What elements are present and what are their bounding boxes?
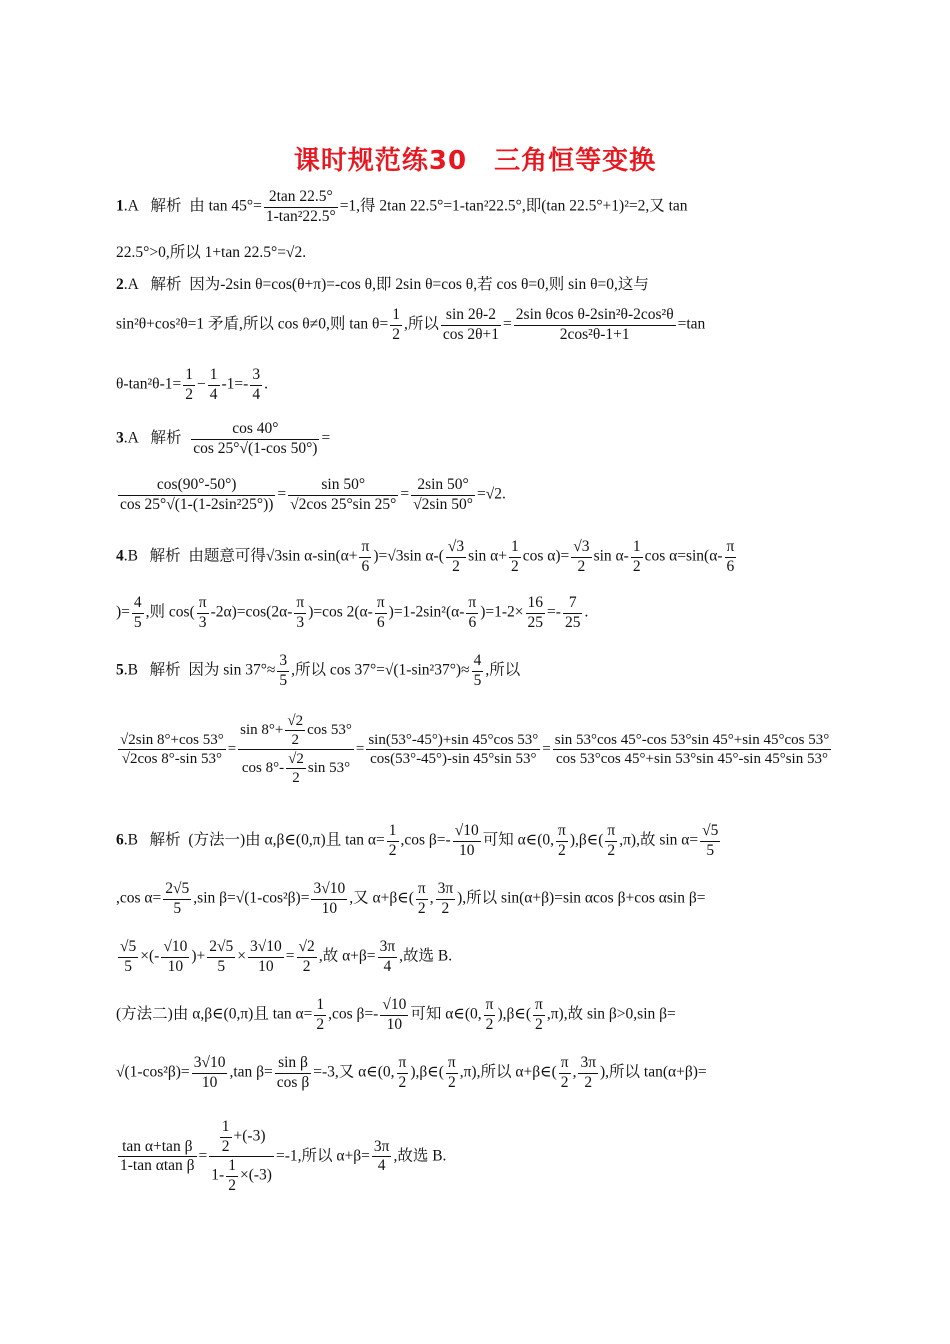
- q6-line1: 6.B 解析 (方法一)由 α,β∈(0,π)且 tan α= $\frac{1}{2}$ ,cos β=- $\frac{√10}{10}$ 可知 α∈(0, $\frac{\pi}{2}$ ),β∈( $\frac{\pi}{2}$ ,π),故 sin α= $\frac{√5}{5}$: [116, 822, 719, 859]
- q3-line1: 3.A 解析 $\frac{\cos 40^\circ}{\cos 25^\circ√(1-\cos 50^\circ)}$ =: [116, 420, 331, 457]
- q6-line2: ,cos α= $\frac{2√5}{5}$ ,sin β=√(1-cos²β)= $\frac{3√10}{10}$ ,又 α+β∈( $\frac{\pi}{2}$ , $\frac{3\pi}{2}$ ),所以 sin(α+β)=sin αcos β+cos αsin β=: [116, 880, 706, 917]
- q1-line2: 22.5°>0,所以 1+tan 22.5°=√2.: [116, 244, 307, 261]
- q2-line1: 2.A 解析 因为-2sin θ=cos(θ+π)=-cos θ,即 2sin θ=cos θ,若 cos θ=0,则 sin θ=0,这与: [116, 276, 649, 293]
- q1-fraction: $\frac{2\tan 22.5^\circ}{\text{1-tan²22.5°}}$: [265, 188, 336, 225]
- q1-answer: .A: [123, 197, 139, 215]
- q6-line6: $\frac{\text{tan α+tan β}}{\text{1-tan αtan β}}$ = $\frac{1}{2}$ +(-3) 1- $\frac{1}{2}$ ×(-3) =-1,所以 α+β= $\frac{3\pi}{4}$ ,故选 B.: [120, 1118, 447, 1194]
- q5-line1: 5.B 解析 因为 sin 37°≈ $\frac{3}{5}$ ,所以 cos 37°=√(1-sin²37°)≈ $\frac{4}{5}$ ,所以: [116, 652, 521, 689]
- q4-line1: 4.B 解析 由题意可得√3sin α-sin(α+ $\frac{\pi}{6}$ )=√3sin α-( $\frac{√3}{2}$ sin α+ $\frac{1}{2}$ cos α)= $\frac{√3}{2}$ sin α- $\frac{1}{2}$ cos α=sin(α- $\frac{\pi}{6}$: [116, 538, 735, 575]
- q3-line2: $\frac{\cos(90^\circ-50^\circ)}{\text{cos 25°√(1-(1-2sin²25°))}}$ = $\frac{\sin 50^\circ}{√2\cos 25^\circ\sin 25^\circ}$ = $\frac{2\sin 50^\circ}{√2\sin 50^\circ}$ =√2.: [120, 476, 506, 513]
- q1-text-b: =1,得 2tan 22.5°=1-tan²22.5°,即(tan 22.5°+1)²=2,又 tan: [339, 197, 688, 215]
- q2-line2: sin²θ+cos²θ=1 矛盾,所以 cos θ≠0,则 tan θ= $\frac{1}{2}$ ,所以 $\frac{\sin 2\theta-2}{\cos 2\theta+1}$ = $\frac{\text{2sin θcos θ-2sin²θ-2cos²θ}}{\text{2cos²θ-1+1}}$ =tan: [116, 306, 706, 343]
- q4-number: 4: [116, 547, 124, 565]
- q6-number: 6: [116, 831, 124, 849]
- q6-line3: $\frac{√5}{5}$ ×(- $\frac{√10}{10}$ )+ $\frac{2√5}{5}$ × $\frac{3√10}{10}$ = $\frac{√2}{2}$ ,故 α+β= $\frac{3\pi}{4}$ ,故选 B.: [120, 938, 453, 975]
- q6-line5: √(1-cos²β)= $\frac{3√10}{10}$ ,tan β= $\frac{\text{sin β}}{\text{cos β}}$ =-3,又 α∈(0, $\frac{\pi}{2}$ ),β∈( $\frac{\pi}{2}$ ,π),所以 α+β∈( $\frac{\pi}{2}$ , $\frac{3\pi}{2}$ ),所以 tan(α+β)=: [116, 1054, 707, 1091]
- q3-number: 3: [116, 429, 124, 447]
- q4-line2: )= $\frac{4}{5}$ ,则 cos( $\frac{\pi}{3}$ -2α)=cos(2α- $\frac{\pi}{3}$ )=cos 2(α- $\frac{\pi}{6}$ )=1-2sin²(α- $\frac{\pi}{6}$ )=1-2× $\frac{16}{25}$ =- $\frac{7}{25}$ .: [116, 594, 589, 631]
- q1-number: 1: [116, 197, 124, 215]
- q1-text-a: 由 tan 45°=: [189, 197, 262, 215]
- q5-number: 5: [116, 661, 124, 679]
- q1-label: 解析: [150, 197, 182, 215]
- q1-line1: [116, 188, 688, 226]
- q5-line2: $\frac{√2\sin 8^\circ+\cos 53^\circ}{√2\cos 8^\circ-\sin 53^\circ}$ = sin 8°+ $\frac{√2}{2}$ cos 53° cos 8°- $\frac{√2}{2}$ sin 53° = $\frac{\sin(53^\circ-45^\circ)+\sin 45^\circ\cos 53^\circ}{\cos(53^\circ-45^\circ)-\sin 45^\circ\sin 53^\circ}$ = $\frac{\sin 53^\circ\cos 45^\circ-\cos 53^\circ\sin 45^\circ+\sin 45^\circ\cos 53^\circ}{\cos 53^\circ\cos 45^\circ+\sin 53^\circ\sin 45^\circ-\sin 45^\circ\sin 53^\circ}$: [120, 713, 830, 786]
- q6-line4: (方法二)由 α,β∈(0,π)且 tan α= $\frac{1}{2}$ ,cos β=- $\frac{√10}{10}$ 可知 α∈(0, $\frac{\pi}{2}$ ),β∈( $\frac{\pi}{2}$ ,π),故 sin β>0,sin β=: [116, 996, 676, 1033]
- q2-line3: θ-tan²θ-1= $\frac{1}{2}$ − $\frac{1}{4}$ -1=- $\frac{3}{4}$ .: [116, 366, 268, 403]
- q2-number: 2: [116, 276, 124, 293]
- page-title: 课时规范练30 三角恒等变换: [293, 146, 657, 176]
